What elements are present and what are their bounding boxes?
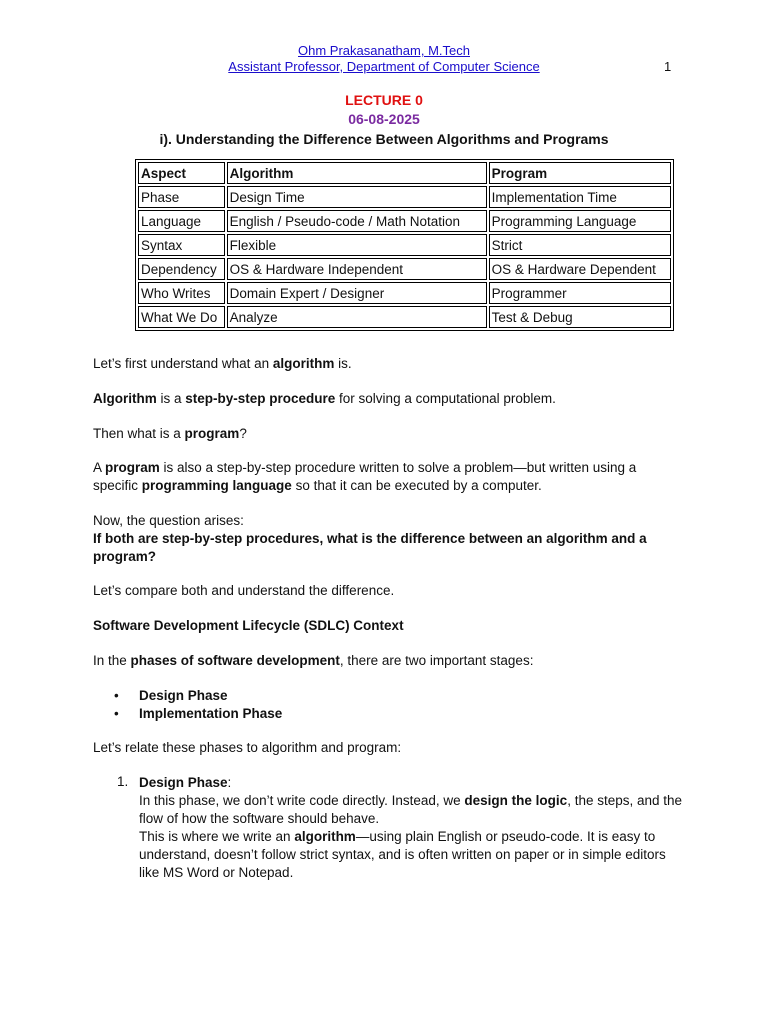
- table-cell: Design Time: [227, 186, 487, 208]
- table-row: [138, 186, 671, 208]
- table-cell: Strict: [489, 234, 671, 256]
- header-author: [0, 43, 768, 58]
- text: Now, the question arises:: [93, 513, 244, 528]
- text: Let’s first understand what an: [93, 356, 273, 371]
- table-row: [138, 234, 671, 256]
- bold-term: algorithm: [294, 829, 356, 844]
- table-cell: Test & Debug: [489, 306, 671, 328]
- text: ?: [239, 426, 247, 441]
- table-cell: What We Do: [138, 306, 225, 328]
- text: Let’s compare both and understand the difference.: [93, 583, 395, 598]
- table-header-cell: Algorithm: [227, 162, 487, 184]
- text: so that it can be executed by a computer.: [291, 478, 542, 493]
- table-cell: Who Writes: [138, 282, 225, 304]
- text: A: [93, 460, 106, 475]
- text: is also a step-by-step procedure written to solve a problem—but written using a specific: [93, 460, 637, 493]
- text: Let’s relate these phases to algorithm and program:: [93, 740, 402, 755]
- paragraph-question: [93, 512, 683, 566]
- table-cell: Domain Expert / Designer: [227, 282, 487, 304]
- bold-term: program: [105, 460, 160, 475]
- text: , the steps, and the flow of how the software should behave.: [139, 793, 683, 826]
- bold-question: If both are step-by-step procedures, what is the difference between an algorithm and a program?: [93, 531, 647, 564]
- text: —using plain English or pseudo-code. It is easy to understand, doesn’t follow strict syntax, and is often written on paper or in simple editors like MS Word or Notepad.: [139, 829, 666, 880]
- text: In the: [93, 653, 131, 668]
- text: In this phase, we don’t write code directly. Instead, we: [139, 793, 465, 808]
- table-cell: Syntax: [138, 234, 225, 256]
- bold-term: phases of software development: [130, 653, 340, 668]
- bold-term: Design Phase: [139, 775, 228, 790]
- list-item: • Design Phase: [114, 687, 282, 705]
- bold-term: programming language: [141, 478, 292, 493]
- table-cell: Programmer: [489, 282, 671, 304]
- table-cell: Flexible: [227, 234, 487, 256]
- list-number: 1.: [117, 774, 129, 789]
- paragraph-compare: [93, 582, 683, 600]
- bold-term: algorithm: [272, 356, 335, 371]
- table-cell: Dependency: [138, 258, 225, 280]
- lecture-title: LECTURE 0: [345, 92, 423, 108]
- table-cell: Programming Language: [489, 210, 671, 232]
- text: , there are two important stages:: [339, 653, 534, 668]
- paragraph-algorithm-definition: [93, 390, 683, 408]
- text: :: [227, 775, 232, 790]
- table-row: [138, 210, 671, 232]
- paragraph-program-definition: [93, 459, 683, 495]
- ordered-list-item: [139, 774, 684, 882]
- paragraph-program-question: [93, 425, 683, 443]
- sdlc-heading: [93, 617, 683, 635]
- paragraph-phases: [93, 652, 683, 670]
- phases-list: [114, 687, 282, 723]
- list-item: • Implementation Phase: [114, 705, 282, 723]
- text: Then what is a: [93, 426, 185, 441]
- page-number: 1: [664, 59, 672, 74]
- header-position: [0, 59, 768, 74]
- table-cell: OS & Hardware Independent: [227, 258, 487, 280]
- text: is.: [334, 356, 352, 371]
- text: for solving a computational problem.: [335, 391, 556, 406]
- table-header-cell: Aspect: [138, 162, 225, 184]
- table-cell: Phase: [138, 186, 225, 208]
- bold-term: Algorithm: [93, 391, 157, 406]
- text: This is where we write an: [139, 829, 295, 844]
- section-title: i). Understanding the Difference Between Algorithms and Programs: [159, 131, 609, 147]
- heading-text: Software Development Lifecycle (SDLC) Context: [93, 618, 404, 633]
- table-cell: Implementation Time: [489, 186, 671, 208]
- bold-term: step-by-step procedure: [185, 391, 336, 406]
- table-row: [138, 306, 671, 328]
- table-header-row: [138, 162, 671, 184]
- author-link[interactable]: Ohm Prakasanatham, M.Tech: [298, 43, 470, 58]
- bold-term: program: [184, 426, 240, 441]
- table-row: [138, 258, 671, 280]
- table-cell: Language: [138, 210, 225, 232]
- table-cell: OS & Hardware Dependent: [489, 258, 671, 280]
- paragraph-intro: [93, 355, 683, 373]
- bold-term: design the logic: [464, 793, 568, 808]
- table-cell: English / Pseudo-code / Math Notation: [227, 210, 487, 232]
- comparison-table: [135, 159, 674, 331]
- table-row: [138, 282, 671, 304]
- paragraph-relate: [93, 739, 683, 757]
- lecture-date: 06-08-2025: [348, 111, 420, 127]
- table-header-cell: Program: [489, 162, 671, 184]
- table-cell: Analyze: [227, 306, 487, 328]
- text: is a: [156, 391, 186, 406]
- position-link[interactable]: Assistant Professor, Department of Computer Science: [228, 59, 540, 74]
